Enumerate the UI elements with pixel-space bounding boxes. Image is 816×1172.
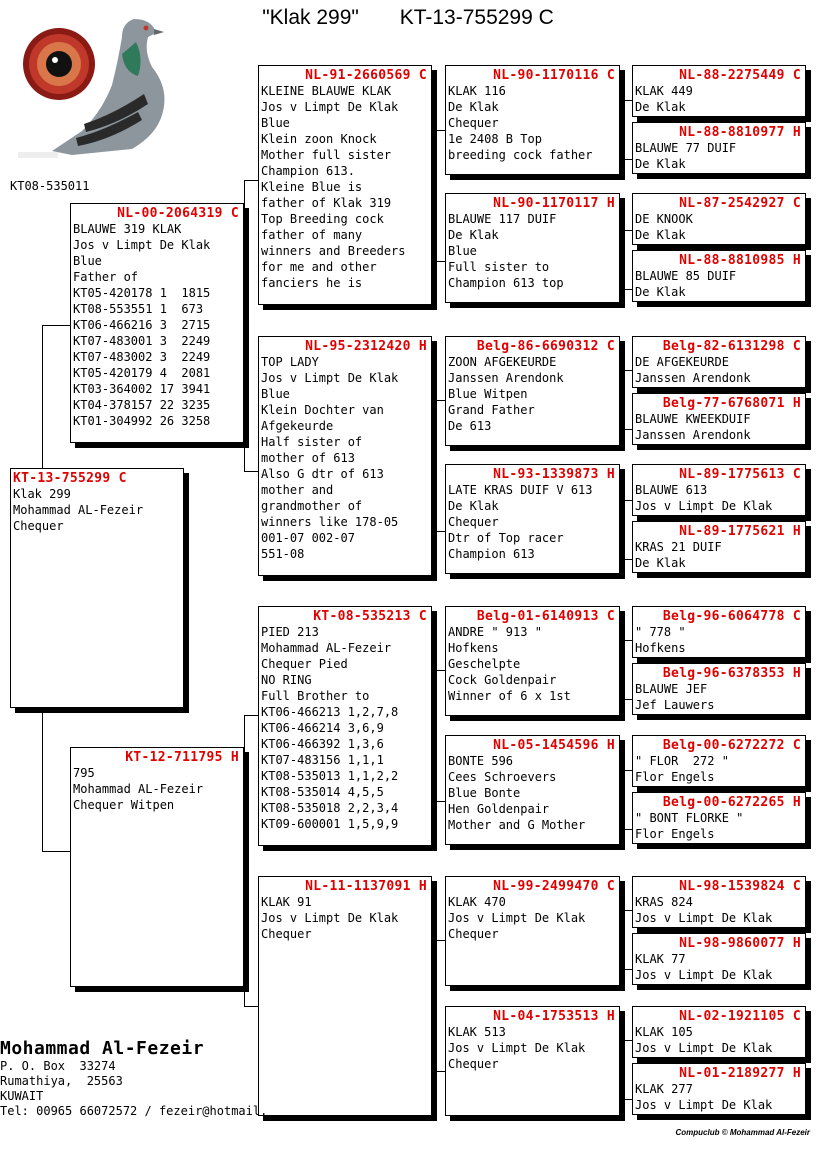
pedigree-line: BLAUWE 117 DUIF [448, 212, 557, 226]
pedigree-line: KT03-364002 17 3941 [73, 382, 211, 396]
ring-number: NL-05-1454596 H [493, 738, 615, 753]
pedigree-line: " BONT FLORKE " [635, 811, 744, 825]
pedigree-line: De 613 [448, 419, 492, 433]
grandparent-box-3 [258, 606, 432, 846]
sire-box [70, 203, 244, 443]
pigeon-photo [14, 14, 174, 164]
owner-address-2: Rumathiya, 25563 [0, 1074, 123, 1088]
pedigree-line: Mother full sister [261, 148, 392, 162]
ring-number: NL-90-1170117 H [493, 196, 615, 211]
g-great-grandparent-box-8 [632, 521, 806, 573]
ring-number: NL-04-1753513 H [493, 1009, 615, 1024]
g-great-grandparent-box-16 [632, 1063, 806, 1115]
pedigree-line: KT07-483002 3 2249 [73, 350, 211, 364]
great-grandparent-box-2 [445, 193, 620, 303]
pedigree-line: KT07-483156 1,1,1 [261, 753, 384, 767]
pedigree-line: Flor Engels [635, 827, 715, 841]
pedigree-line: Chequer [448, 116, 499, 130]
pedigree-line: Chequer [261, 927, 312, 941]
pedigree-line: Chequer Pied [261, 657, 348, 671]
dam-box [70, 747, 244, 987]
owner-name: Mohammad Al-Fezeir [0, 1038, 205, 1059]
grandparent-box-1 [258, 65, 432, 305]
pedigree-line: KLAK 277 [635, 1082, 693, 1096]
pedigree-line: BLAUWE KWEEKDUIF [635, 412, 751, 426]
pedigree-line: Jos v Limpt De Klak [261, 100, 399, 114]
pedigree-line: DE KNOOK [635, 212, 693, 226]
pedigree-line: De Klak [635, 100, 686, 114]
pedigree-line: Top Breeding cock [261, 212, 384, 226]
pedigree-line: breeding cock father [448, 148, 593, 162]
pedigree-line: Mohammad AL-Fezeir [261, 641, 392, 655]
pedigree-line: for me and other [261, 260, 377, 274]
ring-number: NL-89-1775613 C [679, 467, 801, 482]
ring-number: Belg-96-6378353 H [662, 666, 801, 681]
g-great-grandparent-box-9 [632, 606, 806, 658]
pedigree-line: De Klak [448, 499, 499, 513]
ring-number: Belg-86-6690312 C [476, 339, 615, 354]
pedigree-line: KT06-466216 3 2715 [73, 318, 211, 332]
pedigree-line: KT08-553551 1 673 [73, 302, 204, 316]
subject-box [10, 468, 184, 708]
great-grandparent-box-7 [445, 876, 620, 986]
pedigree-line: " 778 " [635, 625, 686, 639]
pedigree-line: Champion 613 [448, 547, 535, 561]
pedigree-line: Klein Dochter van [261, 403, 384, 417]
pedigree-line: Winner of 6 x 1st [448, 689, 571, 703]
pedigree-line: Mohammad AL-Fezeir [13, 503, 144, 517]
pedigree-line: KRAS 824 [635, 895, 693, 909]
ring-number: KT-13-755299 C [13, 471, 127, 486]
pedigree-line: Janssen Arendonk [635, 428, 751, 442]
g-great-grandparent-box-6 [632, 393, 806, 445]
ring-number: KT-08-535213 C [313, 609, 427, 624]
pedigree-line: grandmother of [261, 499, 363, 513]
pedigree-line: PIED 213 [261, 625, 319, 639]
pedigree-line: LATE KRAS DUIF V 613 [448, 483, 593, 497]
pedigree-line: De Klak [448, 228, 499, 242]
pedigree-line: Also G dtr of 613 [261, 467, 384, 481]
g-great-grandparent-box-13 [632, 876, 806, 928]
pedigree-line: Cock Goldenpair [448, 673, 557, 687]
pedigree-line: fanciers he is [261, 276, 363, 290]
ring-number: NL-95-2312420 H [305, 339, 427, 354]
pedigree-line: Chequer Witpen [73, 798, 175, 812]
g-great-grandparent-box-7 [632, 464, 806, 516]
ring-number: Belg-77-6768071 H [662, 396, 801, 411]
pedigree-line: winners like 178-05 [261, 515, 399, 529]
pedigree-line: Chequer [13, 519, 64, 533]
pedigree-line: 001-07 002-07 [261, 531, 355, 545]
ring-number: NL-00-2064319 C [117, 206, 239, 221]
pedigree-line: Blue [73, 254, 102, 268]
grandparent-box-4 [258, 876, 432, 1116]
ring-number: Belg-96-6064778 C [662, 609, 801, 624]
pedigree-line: KT01-304992 26 3258 [73, 414, 211, 428]
pedigree-line: De Klak [635, 228, 686, 242]
pedigree-line: Mother and G Mother [448, 818, 586, 832]
g-great-grandparent-box-1 [632, 65, 806, 117]
pedigree-line: mother of 613 [261, 451, 355, 465]
great-grandparent-box-4 [445, 464, 620, 574]
pedigree-line: Champion 613 top [448, 276, 564, 290]
ring-number: NL-11-1137091 H [305, 879, 427, 894]
owner-address-3: KUWAIT [0, 1089, 44, 1103]
ring-number: NL-89-1775621 H [679, 524, 801, 539]
pedigree-line: KLAK 470 [448, 895, 506, 909]
g-great-grandparent-box-3 [632, 193, 806, 245]
ring-number: NL-88-8810985 H [679, 253, 801, 268]
ring-number: KT-12-711795 H [125, 750, 239, 765]
great-grandparent-box-5 [445, 606, 620, 716]
pedigree-line: Blue [261, 387, 290, 401]
pedigree-line: KT06-466214 3,6,9 [261, 721, 384, 735]
title-name: "Klak 299" [262, 6, 359, 29]
pedigree-line: Father of [73, 270, 139, 284]
ring-number: NL-98-1539824 C [679, 879, 801, 894]
pedigree-line: KT08-535014 4,5,5 [261, 785, 384, 799]
ring-number: NL-90-1170116 C [493, 68, 615, 83]
pedigree-line: Blue [261, 116, 290, 130]
pedigree-line: Jos v Limpt De Klak [635, 1098, 773, 1112]
pedigree-line: Janssen Arendonk [448, 371, 564, 385]
pedigree-line: Flor Engels [635, 770, 715, 784]
pedigree-line: Jos v Limpt De Klak [448, 911, 586, 925]
pedigree-line: KT09-600001 1,5,9,9 [261, 817, 399, 831]
pedigree-line: KLAK 449 [635, 84, 693, 98]
pedigree-line: Blue [448, 244, 477, 258]
ring-number: NL-02-1921105 C [679, 1009, 801, 1024]
ring-number: Belg-01-6140913 C [476, 609, 615, 624]
pedigree-line: father of many [261, 228, 363, 242]
pedigree-line: Afgekeurde [261, 419, 334, 433]
pedigree-line: Cees Schroevers [448, 770, 557, 784]
pedigree-line: Hofkens [635, 641, 686, 655]
footer-credit: Compuclub © Mohammad Al-Fezeir [675, 1128, 810, 1137]
pedigree-line: Klein zoon Knock [261, 132, 377, 146]
pedigree-line: KT05-420178 1 1815 [73, 286, 211, 300]
pedigree-line: Half sister of [261, 435, 363, 449]
owner-block [0, 1038, 267, 1119]
pedigree-line: Jos v Limpt De Klak [635, 911, 773, 925]
owner-contact: Tel: 00965 66072572 / fezeir@hotmail. [0, 1104, 268, 1118]
great-grandparent-box-3 [445, 336, 620, 446]
ring-number: Belg-00-6272272 C [662, 738, 801, 753]
pedigree-line: Hen Goldenpair [448, 802, 550, 816]
ring-number: NL-98-9860077 H [679, 936, 801, 951]
photo-ring: KT08-535011 [10, 179, 90, 193]
pedigree-line: DE AFGEKEURDE [635, 355, 729, 369]
connector-gp3 [432, 670, 446, 802]
pedigree-line: Jos v Limpt De Klak [448, 1041, 586, 1055]
pedigree-line: 551-08 [261, 547, 305, 561]
ring-number: NL-91-2660569 C [305, 68, 427, 83]
pedigree-line: " FLOR 272 " [635, 754, 729, 768]
pedigree-line: KLAK 116 [448, 84, 506, 98]
pedigree-line: TOP LADY [261, 355, 319, 369]
pedigree-line: KLAK 513 [448, 1025, 506, 1039]
pedigree-line: ANDRE " 913 " [448, 625, 542, 639]
pedigree-line: Mohammad AL-Fezeir [73, 782, 204, 796]
pedigree-line: Champion 613. [261, 164, 355, 178]
ring-number: NL-01-2189277 H [679, 1066, 801, 1081]
pedigree-line: De Klak [635, 157, 686, 171]
pedigree-line: KT05-420179 4 2081 [73, 366, 211, 380]
ring-number: NL-87-2542927 C [679, 196, 801, 211]
pedigree-line: Dtr of Top racer [448, 531, 564, 545]
pedigree-line: Chequer [448, 1057, 499, 1071]
pedigree-line: mother and [261, 483, 334, 497]
ring-number: Belg-00-6272265 H [662, 795, 801, 810]
owner-address-1: P. O. Box 33274 [0, 1059, 116, 1073]
pedigree-line: Jos v Limpt De Klak [261, 371, 399, 385]
pedigree-line: De Klak [635, 285, 686, 299]
pedigree-line: Blue Bonte [448, 786, 521, 800]
pedigree-line: KRAS 21 DUIF [635, 540, 722, 554]
grandparent-box-2 [258, 336, 432, 576]
connector-gp4 [432, 940, 446, 1072]
pedigree-line: Full Brother to [261, 689, 370, 703]
connector-gp2 [432, 400, 446, 532]
ring-number: NL-88-2275449 C [679, 68, 801, 83]
pedigree-line: Hofkens [448, 641, 499, 655]
pedigree-line: Jos v Limpt De Klak [635, 1041, 773, 1055]
great-grandparent-box-1 [445, 65, 620, 175]
pedigree-line: BLAUWE 319 KLAK [73, 222, 182, 236]
connector-sire [244, 180, 259, 472]
pedigree-line: KLEINE BLAUWE KLAK [261, 84, 392, 98]
pedigree-line: Jos v Limpt De Klak [635, 499, 773, 513]
pedigree-line: BLAUWE 77 DUIF [635, 141, 737, 155]
pedigree-line: Klak 299 [13, 487, 71, 501]
pedigree-line: Jos v Limpt De Klak [635, 968, 773, 982]
pedigree-line: father of Klak 319 [261, 196, 392, 210]
g-great-grandparent-box-10 [632, 663, 806, 715]
pedigree-line: Jos v Limpt De Klak [73, 238, 211, 252]
pedigree-line: De Klak [448, 100, 499, 114]
pedigree-line: BLAUWE 85 DUIF [635, 269, 737, 283]
pedigree-line: BONTE 596 [448, 754, 514, 768]
pedigree-line: BLAUWE 613 [635, 483, 708, 497]
pedigree-line: winners and Breeders [261, 244, 406, 258]
pedigree-line: Jos v Limpt De Klak [261, 911, 399, 925]
pedigree-line: 795 [73, 766, 95, 780]
pedigree-line: Full sister to [448, 260, 550, 274]
pedigree-line: Blue Witpen [448, 387, 528, 401]
pedigree-line: Jef Lauwers [635, 698, 715, 712]
ring-number: NL-88-8810977 H [679, 125, 801, 140]
pedigree-line: KLAK 91 [261, 895, 312, 909]
pedigree-line: KT06-466392 1,3,6 [261, 737, 384, 751]
connector-dam [244, 715, 259, 1007]
pedigree-line: Kleine Blue is [261, 180, 363, 194]
pedigree-line: Geschelpte [448, 657, 521, 671]
great-grandparent-box-8 [445, 1006, 620, 1116]
pedigree-line: KT07-483001 3 2249 [73, 334, 211, 348]
title-ring: KT-13-755299 C [399, 6, 554, 29]
g-great-grandparent-box-12 [632, 792, 806, 844]
g-great-grandparent-box-5 [632, 336, 806, 388]
g-great-grandparent-box-14 [632, 933, 806, 985]
pedigree-line: ZOON AFGEKEURDE [448, 355, 557, 369]
pedigree-line: Chequer [448, 927, 499, 941]
pedigree-line: Janssen Arendonk [635, 371, 751, 385]
pedigree-line: Grand Father [448, 403, 535, 417]
pedigree-line: De Klak [635, 556, 686, 570]
ring-number: NL-99-2499470 C [493, 879, 615, 894]
pedigree-line: 1e 2408 B Top [448, 132, 542, 146]
g-great-grandparent-box-2 [632, 122, 806, 174]
g-great-grandparent-box-11 [632, 735, 806, 787]
ring-number: Belg-82-6131298 C [662, 339, 801, 354]
pedigree-line: BLAUWE JEF [635, 682, 708, 696]
g-great-grandparent-box-4 [632, 250, 806, 302]
pedigree-line: KT06-466213 1,2,7,8 [261, 705, 399, 719]
pedigree-line: Chequer [448, 515, 499, 529]
pedigree-line: KLAK 105 [635, 1025, 693, 1039]
connector-gp1 [432, 130, 446, 262]
pedigree-line: NO RING [261, 673, 312, 687]
pedigree-line: KLAK 77 [635, 952, 686, 966]
pedigree-line: KT08-535013 1,1,2,2 [261, 769, 399, 783]
ring-number: NL-93-1339873 H [493, 467, 615, 482]
pedigree-line: KT04-378157 22 3235 [73, 398, 211, 412]
great-grandparent-box-6 [445, 735, 620, 845]
g-great-grandparent-box-15 [632, 1006, 806, 1058]
pedigree-line: KT08-535018 2,2,3,4 [261, 801, 399, 815]
